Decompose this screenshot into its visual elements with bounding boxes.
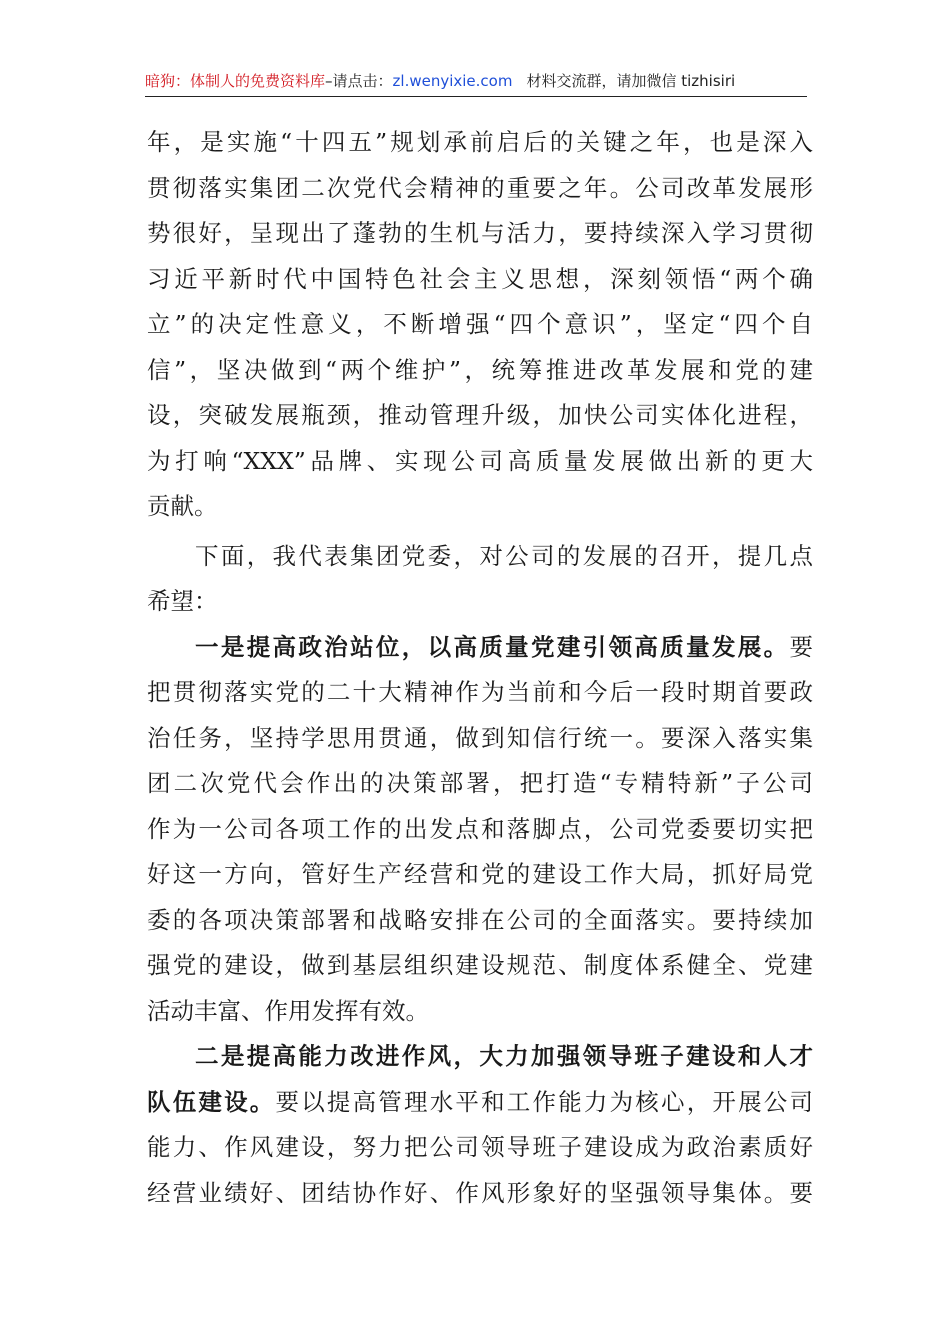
paragraph-4 bbox=[147, 1034, 813, 1216]
text-line: 作为一公司各项工作的出发点和落脚点，公司党委要切实把 bbox=[147, 814, 813, 843]
point-two-lead: 要以提高管理水平和工作能力为核心，开展公司 bbox=[275, 1087, 813, 1116]
text-line: 经营业绩好、团结协作好、作风形象好的坚强领导集体。要 bbox=[147, 1178, 813, 1207]
text-line bbox=[147, 1034, 813, 1080]
text-line: 治任务，坚持学思用贯通，做到知信行统一。要深入落实集 bbox=[147, 723, 813, 752]
text-line: 贡献。 bbox=[147, 492, 218, 520]
text-line: 设，突破发展瓶颈，推动管理升级，加快公司实体化进程， bbox=[147, 401, 813, 429]
text-line: 团二次党代会作出的决策部署，把打造“专精特新”子公司 bbox=[147, 769, 813, 797]
document-body bbox=[147, 120, 813, 1216]
paragraph-3 bbox=[147, 625, 813, 1035]
text-line: 习近平新时代中国特色社会主义思想，深刻领悟“两个确 bbox=[147, 264, 813, 293]
text-line: 势很好，呈现出了蓬勃的生机与活力，要持续深入学习贯彻 bbox=[147, 219, 813, 247]
text-line: 把贯彻落实党的二十大精神作为当前和今后一段时期首要政 bbox=[147, 678, 813, 706]
point-two-heading: 二是提高能力改进作风，大力加强领导班子建设和人才 bbox=[195, 1042, 813, 1070]
text-line: 好这一方向，管好生产经营和党的建设工作大局，抓好局党 bbox=[147, 860, 813, 888]
paragraph-1 bbox=[147, 120, 813, 530]
text-line: 信”，坚决做到“两个维护”，统筹推进改革发展和党的建 bbox=[147, 355, 813, 384]
point-one-heading: 一是提高政治站位，以高质量党建引领高质量发展。 bbox=[195, 632, 790, 661]
text-line: 强党的建设，做到基层组织建设规范、制度体系健全、党建 bbox=[147, 951, 813, 979]
header-brand: 暗狗：体制人的免费资料库 bbox=[145, 72, 326, 90]
text-line bbox=[147, 1080, 813, 1126]
text-line: 委的各项决策部署和战略安排在公司的全面落实。要持续加 bbox=[147, 905, 813, 934]
header-group-note: 材料交流群，请加微信 tizhisiri bbox=[526, 72, 736, 90]
text-line: 下面，我代表集团党委，对公司的发展的召开，提几点 bbox=[195, 541, 813, 570]
text-line: 贯彻落实集团二次党代会精神的重要之年。公司改革发展形 bbox=[147, 173, 813, 202]
paragraph-2 bbox=[147, 534, 813, 625]
text-line bbox=[147, 625, 813, 671]
text-line: 希望： bbox=[147, 587, 218, 615]
point-two-heading-cont: 队伍建设。 bbox=[147, 1087, 276, 1116]
point-one-lead: 要 bbox=[789, 632, 813, 661]
text-line: 能力、作风建设，努力把公司领导班子建设成为政治素质好 bbox=[147, 1133, 813, 1161]
header-prompt: –请点击： bbox=[325, 72, 393, 90]
page-header bbox=[145, 66, 807, 97]
text-line: 年，是实施“十四五”规划承前启后的关键之年，也是深入 bbox=[147, 128, 813, 156]
header-url-link[interactable]: zl.wenyixie.com bbox=[392, 72, 513, 90]
text-line: 活动丰富、作用发挥有效。 bbox=[147, 996, 429, 1025]
text-line: 立”的决定性意义，不断增强“四个意识”，坚定“四个自 bbox=[147, 310, 813, 338]
text-line: 为打响“XXX”品牌、实现公司高质量发展做出新的更大 bbox=[147, 446, 813, 475]
